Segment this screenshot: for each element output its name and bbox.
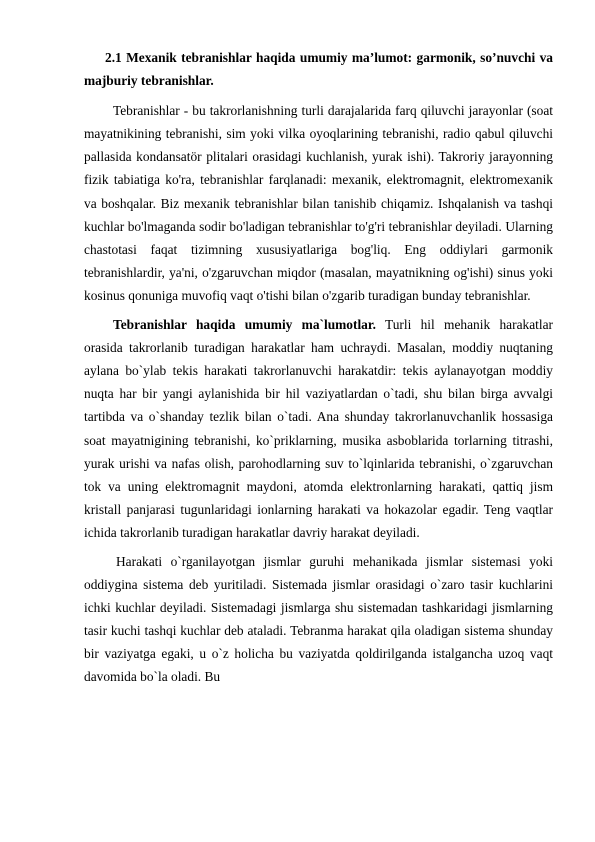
paragraph-text: Harakati o`rganilayotgan jismlar guruhi mehanikada jismlar sistemasi yoki oddiygina sistema deb yuritiladi. Sistemada jismlar orasidagi o`zaro tasir kuchlarini ichki kuchlar deyiladi. Sistemadagi jismlarga shu sistemadan tashkaridagi jismlarning tasir kuchi tashqi kuchlar deb ataladi. Tebranma harakat qila oladigan sistema shunday bir vaziyatga egaki, u o`z holicha bu vaziyatda qoldirilganda istalgancha uzoq vaqt davomida bo`la oladi. Bu bbox=[84, 553, 553, 685]
section-heading: 2.1 Mexanik tebranishlar haqida umumiy ma’lumot: garmonik, so’nuvchi va majburiy tebranishlar. bbox=[84, 50, 553, 89]
paragraph-text: Tebranishlar - bu takrorlanishning turli darajalarida farq qiluvchi jarayonlar (soat mayatnikining tebranishi, sim yoki vilka oyoqlarining tebranishi, radio qabul qiluvchi pallasida kondansatör plitalari orasidagi kuchlanish, yurak ishi). Takroriy jarayonning fizik tabiatiga ko'ra, tebranishlar farqlanadi: mexanik, elektromagnit, elektromexanik va boshqalar. Biz mexanik tebranishlar bilan tanishib chiqamiz. Ishqalanish va tashqi kuchlar bo'lmaganda sodir bo'ladigan tebranishlar to'g'ri tebranishlar deyiladi. Ularning chastotasi faqat tizimning xususiyatlariga bog'liq. Eng oddiylari garmonik tebranishlardir, ya'ni, o'zgaruvchan miqdor (masalan, mayatnikning og'ishi) sinus yoki kosinus qonuniga muvofiq vaqt o'tishi bilan o'zgarib turadigan bunday tebranishlar. bbox=[84, 103, 553, 303]
document-page bbox=[84, 46, 553, 695]
paragraph-general-info bbox=[84, 313, 553, 544]
paragraph-text: Turli hil mehanik harakatlar orasida takrorlanib turadigan harakatlar ham uchraydi. Masalan, moddiy nuqtaning aylana bo`ylab tekis harakati takrorlanuvchi harakatdir: tekis aylanayotgan moddiy nuqta har bir yangi aylanishida bir hil vaziyatlardan o`tadi, shu bilan birga avvalgi tartibda va o`shanday tezlik bilan o`tadi. Ana shunday takrorlanuvchanlik hossasiga soat mayatnigining tebranishi, ko`priklarning, musika asboblarida torlarning titrashi, yurak urishi va nafas olish, parohodlarning suv to`lqinlarida tebranishi, o`zgaruvchan tok va uning elektromagnit maydoni, atomda elektronlarning harakati, qattiq jism kristall panjarasi tugunlaridagi ionlarning harakati va hokazolar egadir. Teng vaqtlar ichida takrorlanib turadigan harakatlar davriy harakat deyiladi. bbox=[84, 317, 553, 540]
paragraph-lead: Tebranishlar haqida umumiy ma`lumotlar. bbox=[113, 317, 376, 333]
paragraph-definition bbox=[84, 99, 553, 307]
paragraph-systems bbox=[84, 550, 553, 689]
